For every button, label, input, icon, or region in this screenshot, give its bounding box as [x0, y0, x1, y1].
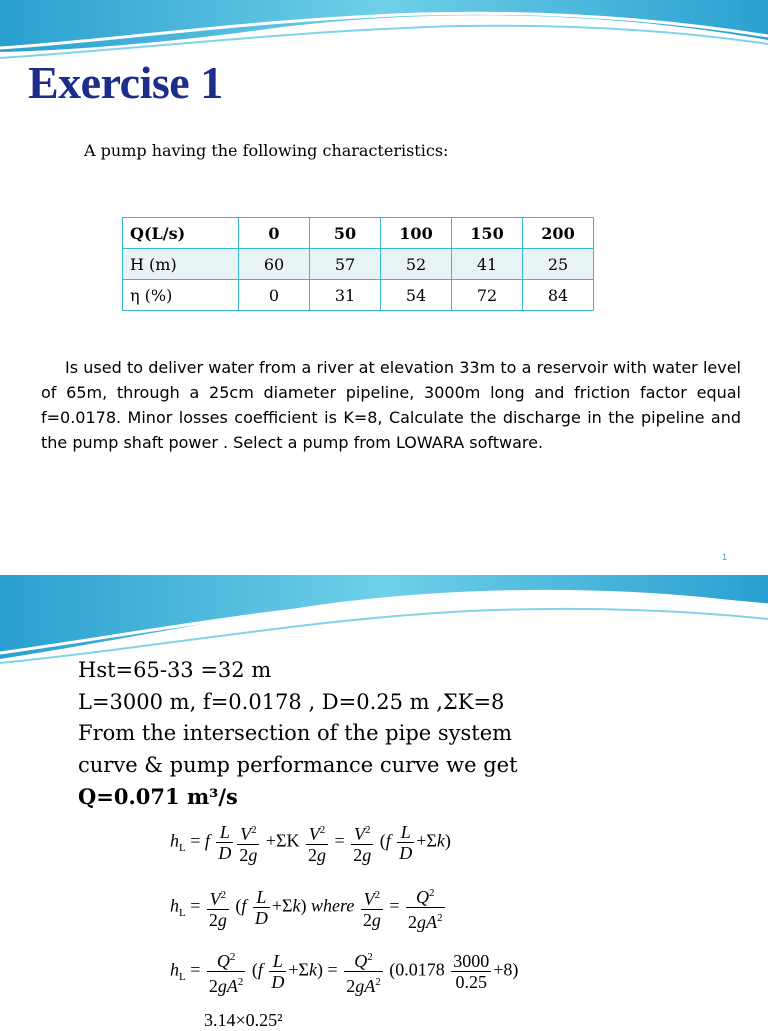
table-cell: 0	[239, 218, 310, 249]
table-cell: 54	[381, 280, 452, 311]
table-cell: 60	[239, 249, 310, 280]
table-cell: 31	[310, 280, 381, 311]
intro-text: A pump having the following characteristics:	[84, 141, 449, 160]
table-cell: 84	[523, 280, 594, 311]
pump-characteristics-table	[122, 217, 594, 311]
equation-head-loss-1: $h_L = f$ $\frac{L}{D}$ $\frac{V^2}{2g}$ +ΣK $\frac{V^2}{2g}$ = $\frac{V^2}{2g}$ (f $\frac{L}{D}$ +Σk)	[170, 822, 451, 865]
equation-partial: 3.14×0.25²	[204, 1010, 283, 1030]
equation-head-loss-2: $h_L$ = $\frac{V^2}{2g}$ (f $\frac{L}{D}$ +Σk) where $\frac{V^2}{2g}$ = $\frac{Q^2}{2gA^2}$	[170, 883, 447, 932]
static-head-line: Hst=65-33 =32 m	[78, 658, 272, 682]
wave-banner	[0, 575, 768, 665]
table-cell: 41	[452, 249, 523, 280]
slide-1	[0, 0, 768, 512]
table-cell: Q(L/s)	[123, 218, 239, 249]
table-cell: 25	[523, 249, 594, 280]
table-cell: η (%)	[123, 280, 239, 311]
problem-text: Is used to deliver water from a river at elevation 33m to a reservoir with water level of 65m, through a 25cm diameter pipeline, 3000m long and friction factor equal f=0.0178. Minor losses coefficient is K=8, Calculate the discharge in the pipeline and the pump shaft power . Select a pump from LOWARA software.	[41, 358, 741, 452]
length-value: 3000	[453, 951, 490, 971]
table-cell: 50	[310, 218, 381, 249]
table-row	[123, 280, 594, 311]
where-label: where	[311, 895, 355, 916]
table-cell: 0	[239, 280, 310, 311]
table-cell: H (m)	[123, 249, 239, 280]
diameter-value: 0.25	[455, 972, 487, 992]
solution-text	[78, 655, 518, 813]
problem-statement	[41, 355, 741, 455]
table-cell: 200	[523, 218, 594, 249]
table-cell: 57	[310, 249, 381, 280]
table-cell: 150	[452, 218, 523, 249]
table-cell: 100	[381, 218, 452, 249]
method-line-2: curve & pump performance curve we get	[78, 752, 518, 777]
page-number: 1	[722, 552, 728, 562]
table-cell: 52	[381, 249, 452, 280]
discharge-result: Q=0.071 m³/s	[78, 784, 238, 809]
table-cell: 72	[452, 280, 523, 311]
slide-title: Exercise 1	[28, 57, 223, 108]
equation-head-loss-3: $h_L$ = $\frac{Q^2}{2gA^2}$ (f $\frac{L}{D}$ +Σk) = $\frac{Q^2}{2gA^2}$ (0.0178 $\frac{3000}{0.25}$ +8)	[170, 947, 518, 996]
slide-gap	[0, 512, 768, 575]
given-values-line: L=3000 m, f=0.0178 , D=0.25 m ,ΣK=8	[78, 689, 505, 714]
friction-value: 0.0178	[395, 959, 445, 980]
method-line-1: From the intersection of the pipe system	[78, 721, 513, 745]
table-row	[123, 218, 594, 249]
table-row	[123, 249, 594, 280]
minor-loss-term: +8)	[493, 959, 519, 980]
